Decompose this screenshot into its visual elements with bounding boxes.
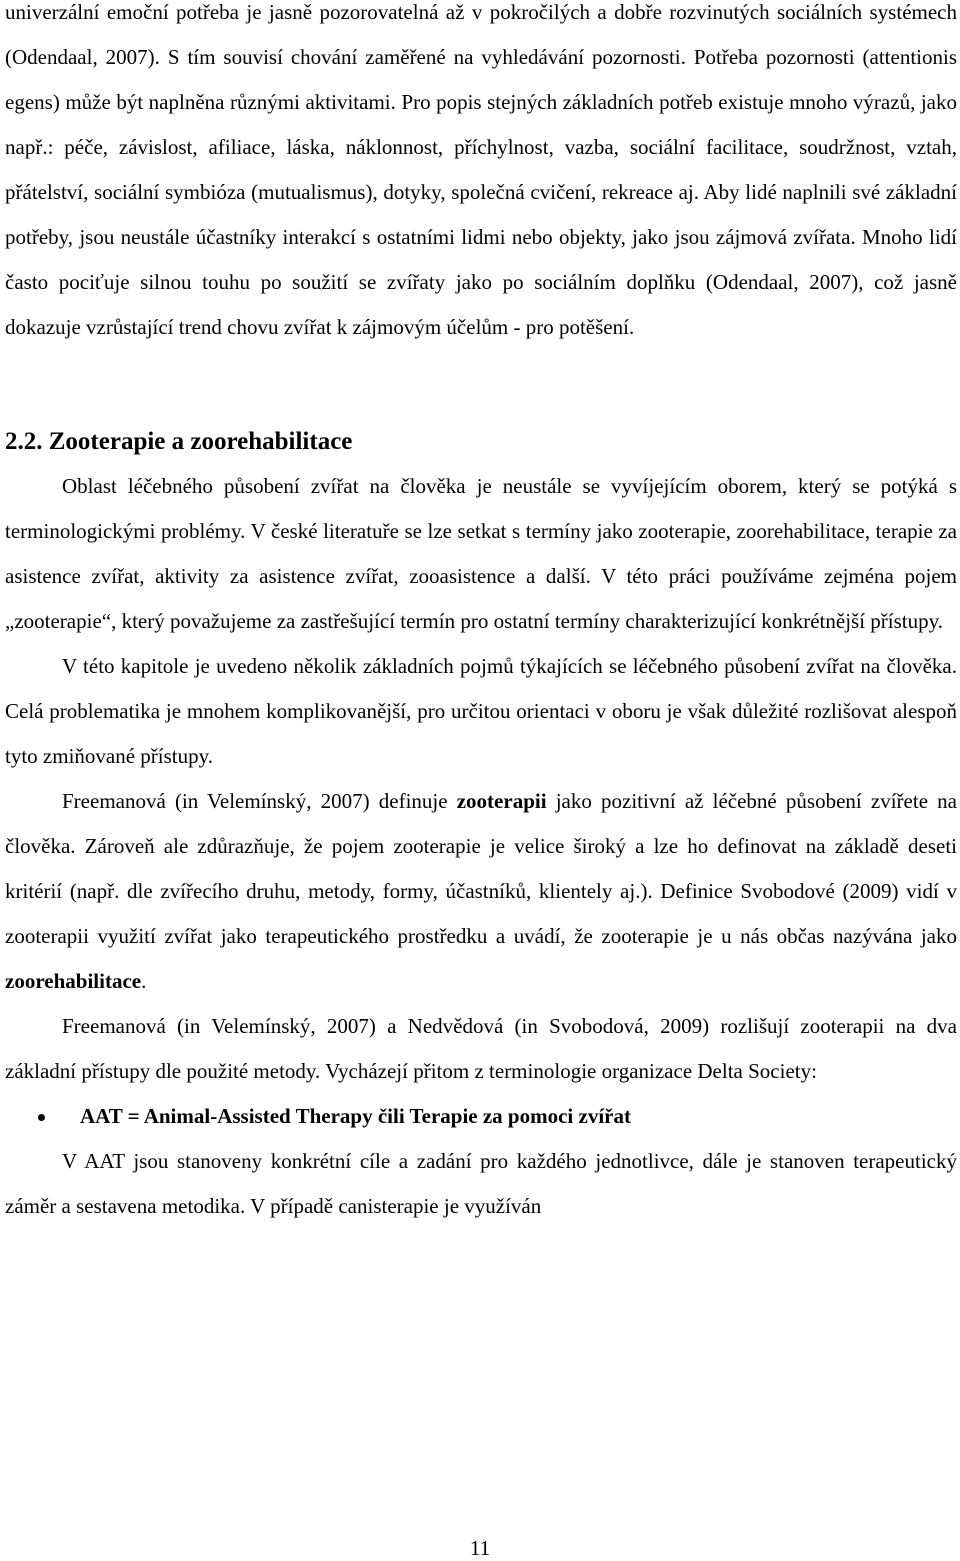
paragraph-2: Oblast léčebného působení zvířat na člověka je neustále se vyvíjejícím oborem, který se potýká s terminologickými problémy. V české literatuře se lze setkat s termíny jako zooterapie, zoorehabilitace, terapie za asistence zvířat, aktivity za asistence zvířat, zooasistence a další. V této práci používáme zejména pojem „zooterapie“, který považujeme za zastřešující termín pro ostatní termíny charakterizující konkrétnější přístupy. — [5, 474, 957, 633]
bullet-item-text: AAT = Animal-Assisted Therapy čili Terapie za pomoci zvířat — [80, 1104, 631, 1128]
document-page — [5, 0, 957, 1229]
paragraph-6: V AAT jsou stanoveny konkrétní cíle a zadání pro každého jednotlivce, dále je stanoven terapeutický záměr a sestavena metodika. V případě canisterapie je využíván — [5, 1149, 957, 1218]
paragraph-5: Freemanová (in Velemínský, 2007) a Nedvědová (in Svobodová, 2009) rozlišují zooterapii na dva základní přístupy dle použité metody. Vycházejí přitom z terminologie organizace Delta Society: — [5, 1014, 957, 1083]
page-number: 11 — [469, 1536, 491, 1560]
term-zoorehabilitace: zoorehabilitace — [5, 969, 142, 993]
term-zooterapii: zooterapii — [456, 789, 547, 813]
paragraph-1: univerzální emoční potřeba je jasně pozorovatelná až v pokročilých a dobře rozvinutých sociálních systémech (Odendaal, 2007). S tím souvisí chování zaměřené na vyhledávání pozornosti. Potřeba pozornosti (attentionis egens) může být naplněna různými aktivitami. Pro popis stejných základních potřeb existuje mnoho výrazů, jako např.: péče, závislost, afiliace, láska, náklonnost, příchylnost, vazba, sociální facilitace, soudržnost, vztah, přátelství, sociální symbióza (mutualismus), dotyky, společná cvičení, rekreace aj. Aby lidé naplnili své základní potřeby, jsou neustále účastníky interakcí s ostatními lidmi nebo objekty, jako jsou zájmová zvířata. Mnoho lidí často pociťuje silnou touhu po soužití se zvířaty jako po sociálním doplňku (Odendaal, 2007), což jasně dokazuje vzrůstající trend chovu zvířat k zájmovým účelům - pro potěšení. — [5, 0, 957, 339]
paragraph-4-part-c: jako pozitivní až léčebné působení zvířete na člověka. Zároveň ale zdůrazňuje, že pojem zooterapie je velice široký a lze ho definovat na základě deseti kritérií (např. dle zvířecího druhu, metody, formy, účastníků, klientely aj.). Definice Svobodové (2009) vidí v zooterapii využití zvířat jako terapeutického prostředku a uvádí, že zooterapie je u nás občas nazývána jako — [5, 789, 957, 948]
paragraph-4-part-e: . — [141, 969, 147, 993]
bullet-dot-icon — [38, 1114, 45, 1121]
paragraph-4 — [5, 779, 957, 1004]
section-heading: 2.2. Zooterapie a zoorehabilitace — [5, 428, 353, 455]
paragraph-3: V této kapitole je uvedeno několik základních pojmů týkajících se léčebného působení zvířat na člověka. Celá problematika je mnohem komplikovanější, pro určitou orientaci v oboru je však důležité rozlišovat alespoň tyto zmiňované přístupy. — [5, 654, 957, 768]
paragraph-4-part-a: Freemanová (in Velemínský, 2007) definuje — [62, 789, 457, 813]
bullet-item-aat — [5, 1094, 957, 1139]
